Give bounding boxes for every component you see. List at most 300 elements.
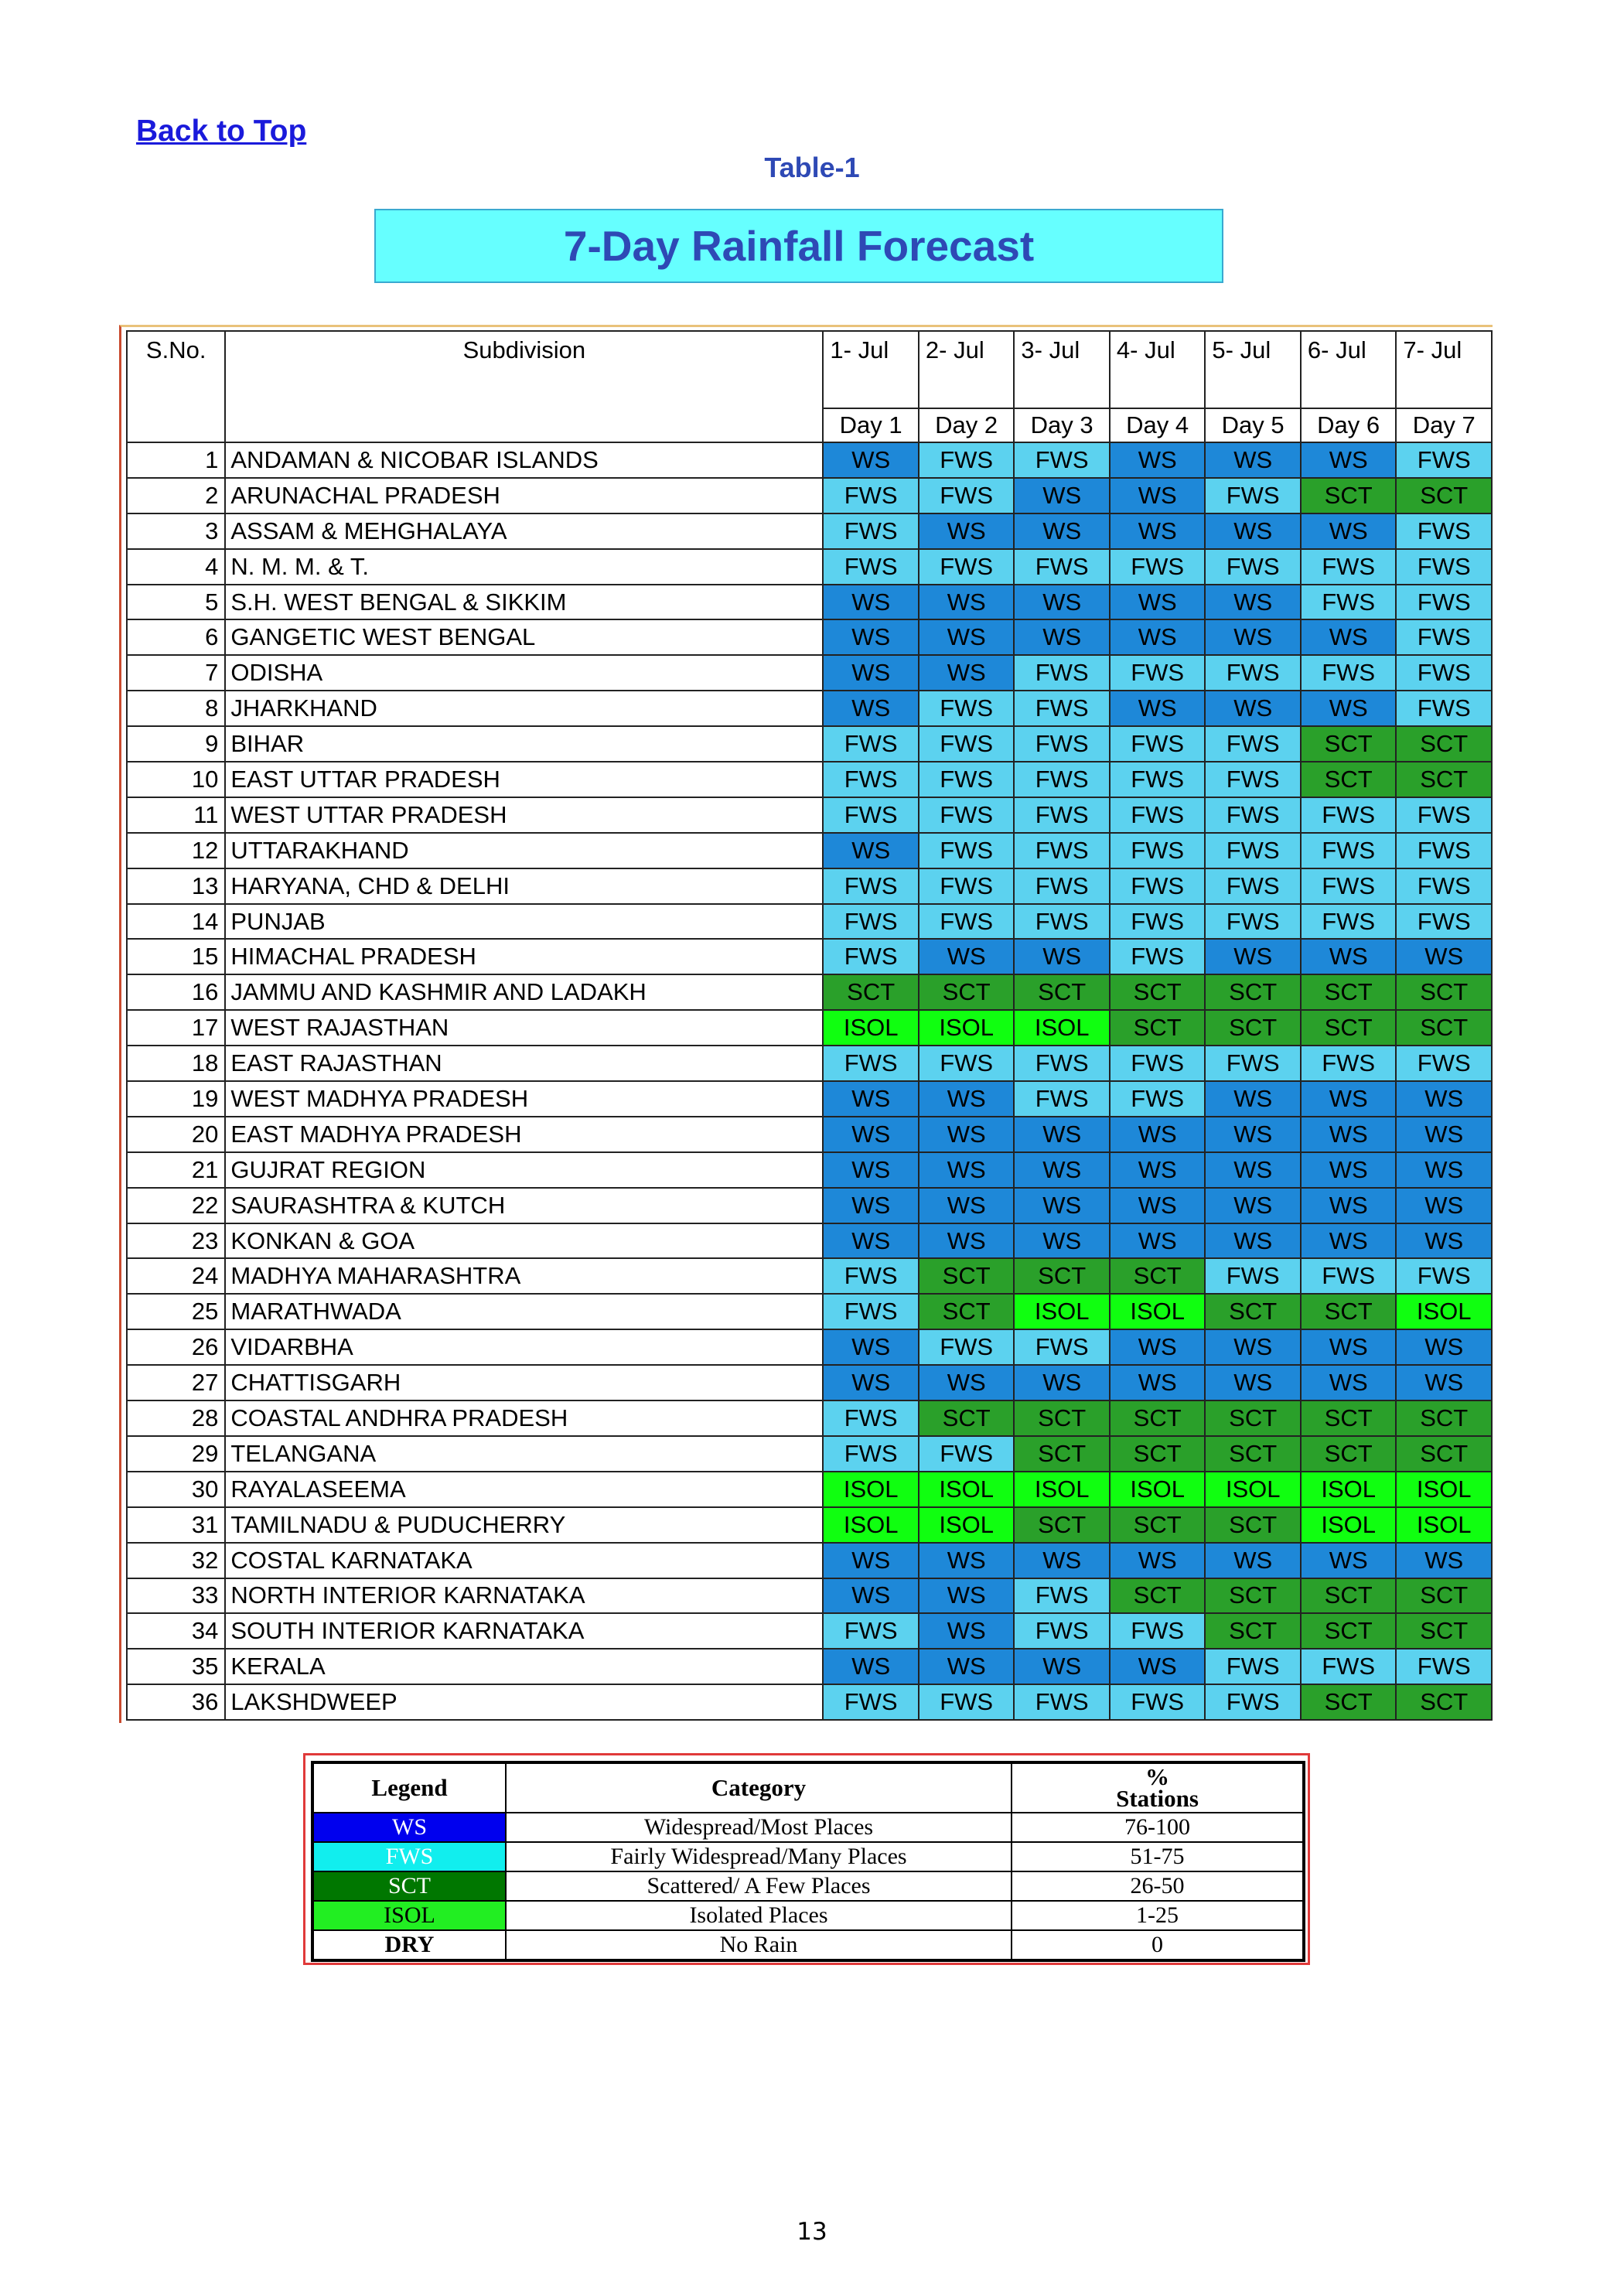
table-row: [127, 1578, 1492, 1614]
row-sno: 9: [127, 726, 225, 762]
forecast-cell: WS: [823, 1223, 919, 1259]
forecast-cell: ISOL: [1205, 1472, 1301, 1507]
forecast-cell: WS: [919, 619, 1015, 655]
row-subdivision: WEST RAJASTHAN: [225, 1010, 823, 1046]
table-row: [127, 868, 1492, 904]
forecast-cell: WS: [1014, 478, 1110, 513]
forecast-cell: WS: [823, 442, 919, 478]
forecast-cell: WS: [919, 1543, 1015, 1578]
forecast-cell: WS: [919, 1223, 1015, 1259]
forecast-cell: FWS: [1396, 1258, 1492, 1294]
forecast-cell: WS: [1301, 1117, 1397, 1152]
forecast-cell: ISOL: [1396, 1472, 1492, 1507]
forecast-cell: SCT: [1396, 726, 1492, 762]
forecast-cell: SCT: [919, 1294, 1015, 1329]
forecast-cell: SCT: [1301, 478, 1397, 513]
forecast-cell: WS: [1205, 1152, 1301, 1188]
forecast-cell: SCT: [1301, 762, 1397, 797]
forecast-cell: ISOL: [1110, 1472, 1206, 1507]
forecast-cell: FWS: [919, 442, 1015, 478]
forecast-cell: FWS: [1014, 726, 1110, 762]
row-subdivision: KERALA: [225, 1649, 823, 1684]
row-sno: 8: [127, 691, 225, 726]
forecast-cell: WS: [1110, 585, 1206, 620]
forecast-cell: WS: [1014, 1543, 1110, 1578]
legend-body: [312, 1813, 1304, 1960]
legend-range: 76-100: [1012, 1813, 1304, 1842]
legend-row: [312, 1842, 1304, 1871]
row-subdivision: ARUNACHAL PRADESH: [225, 478, 823, 513]
forecast-cell: SCT: [1014, 974, 1110, 1010]
row-subdivision: LAKSHDWEEP: [225, 1684, 823, 1720]
forecast-cell: FWS: [1110, 868, 1206, 904]
forecast-cell: WS: [919, 513, 1015, 549]
forecast-cell: WS: [1205, 1117, 1301, 1152]
forecast-cell: WS: [823, 1578, 919, 1614]
forecast-cell: SCT: [1396, 1684, 1492, 1720]
row-sno: 25: [127, 1294, 225, 1329]
row-subdivision: S.H. WEST BENGAL & SIKKIM: [225, 585, 823, 620]
forecast-cell: FWS: [823, 762, 919, 797]
forecast-cell: FWS: [823, 1046, 919, 1081]
forecast-cell: FWS: [1110, 904, 1206, 940]
forecast-cell: FWS: [1205, 762, 1301, 797]
table-row: [127, 549, 1492, 585]
forecast-cell: WS: [1205, 939, 1301, 974]
forecast-cell: FWS: [1205, 904, 1301, 940]
forecast-cell: SCT: [1205, 1400, 1301, 1436]
forecast-cell: FWS: [919, 868, 1015, 904]
forecast-cell: FWS: [1301, 904, 1397, 940]
forecast-cell: WS: [1110, 1649, 1206, 1684]
forecast-cell: FWS: [1014, 762, 1110, 797]
forecast-cell: FWS: [823, 1258, 919, 1294]
forecast-cell: WS: [1014, 1188, 1110, 1223]
subdivision-header: Subdivision: [225, 331, 823, 442]
forecast-cell: SCT: [1396, 1400, 1492, 1436]
forecast-cell: WS: [1110, 619, 1206, 655]
table-row: [127, 1046, 1492, 1081]
forecast-cell: WS: [1205, 619, 1301, 655]
forecast-cell: FWS: [1301, 868, 1397, 904]
row-subdivision: WEST UTTAR PRADESH: [225, 797, 823, 833]
row-sno: 11: [127, 797, 225, 833]
forecast-cell: FWS: [919, 797, 1015, 833]
forecast-cell: SCT: [1110, 974, 1206, 1010]
table-row: [127, 1365, 1492, 1400]
table-row: [127, 619, 1492, 655]
forecast-cell: SCT: [1205, 1613, 1301, 1649]
forecast-cell: SCT: [919, 974, 1015, 1010]
forecast-cell: ISOL: [919, 1507, 1015, 1543]
forecast-cell: WS: [1396, 1365, 1492, 1400]
forecast-cell: FWS: [1205, 726, 1301, 762]
table-row: [127, 939, 1492, 974]
forecast-cell: WS: [1014, 1365, 1110, 1400]
forecast-cell: FWS: [1110, 1684, 1206, 1720]
forecast-cell: FWS: [1110, 939, 1206, 974]
forecast-cell: WS: [1396, 1329, 1492, 1365]
table-row: [127, 1152, 1492, 1188]
row-sno: 29: [127, 1436, 225, 1472]
forecast-cell: WS: [1301, 1081, 1397, 1117]
forecast-cell: FWS: [823, 549, 919, 585]
legend-row: [312, 1871, 1304, 1901]
row-sno: 36: [127, 1684, 225, 1720]
forecast-cell: ISOL: [1301, 1507, 1397, 1543]
forecast-cell: WS: [823, 1081, 919, 1117]
legend-range: 26-50: [1012, 1871, 1304, 1901]
row-subdivision: VIDARBHA: [225, 1329, 823, 1365]
forecast-cell: FWS: [1014, 833, 1110, 868]
row-subdivision: RAYALASEEMA: [225, 1472, 823, 1507]
back-to-top-link[interactable]: Back to Top: [136, 114, 307, 148]
forecast-cell: FWS: [919, 1436, 1015, 1472]
table-row: [127, 1117, 1492, 1152]
row-sno: 5: [127, 585, 225, 620]
forecast-cell: WS: [823, 1329, 919, 1365]
forecast-cell: SCT: [823, 974, 919, 1010]
row-sno: 31: [127, 1507, 225, 1543]
forecast-cell: SCT: [1110, 1507, 1206, 1543]
row-sno: 35: [127, 1649, 225, 1684]
legend-code: ISOL: [312, 1901, 506, 1930]
forecast-cell: SCT: [1301, 1578, 1397, 1614]
forecast-cell: FWS: [1110, 1046, 1206, 1081]
forecast-cell: WS: [919, 1578, 1015, 1614]
table-row: [127, 478, 1492, 513]
table-row: [127, 974, 1492, 1010]
forecast-cell: FWS: [1014, 1613, 1110, 1649]
forecast-cell: FWS: [823, 1400, 919, 1436]
forecast-cell: FWS: [919, 1329, 1015, 1365]
row-sno: 13: [127, 868, 225, 904]
legend-category: Isolated Places: [506, 1901, 1012, 1930]
forecast-cell: WS: [1396, 1223, 1492, 1259]
forecast-cell: WS: [1205, 1223, 1301, 1259]
forecast-cell: WS: [1205, 513, 1301, 549]
forecast-cell: FWS: [823, 939, 919, 974]
forecast-title: 7-Day Rainfall Forecast: [374, 209, 1223, 283]
forecast-cell: FWS: [1205, 655, 1301, 691]
table-row: [127, 1081, 1492, 1117]
forecast-cell: FWS: [1301, 549, 1397, 585]
forecast-cell: FWS: [823, 1613, 919, 1649]
forecast-cell: WS: [1110, 1223, 1206, 1259]
legend-frame: [303, 1753, 1310, 1965]
legend-header-legend: Legend: [312, 1762, 506, 1813]
forecast-cell: FWS: [1301, 655, 1397, 691]
row-sno: 33: [127, 1578, 225, 1614]
legend-range: 51-75: [1012, 1842, 1304, 1871]
legend-table: [311, 1761, 1305, 1962]
forecast-cell: WS: [919, 1081, 1015, 1117]
forecast-cell: WS: [1396, 1081, 1492, 1117]
row-subdivision: NORTH INTERIOR KARNATAKA: [225, 1578, 823, 1614]
date-header: 7- Jul: [1396, 331, 1492, 408]
forecast-cell: ISOL: [919, 1472, 1015, 1507]
forecast-cell: WS: [1205, 1543, 1301, 1578]
table-caption: Table-1: [764, 152, 860, 183]
forecast-cell: SCT: [1396, 762, 1492, 797]
forecast-cell: WS: [1396, 1117, 1492, 1152]
forecast-cell: FWS: [1014, 691, 1110, 726]
row-subdivision: JHARKHAND: [225, 691, 823, 726]
forecast-cell: SCT: [1014, 1436, 1110, 1472]
forecast-cell: WS: [919, 585, 1015, 620]
legend-category: Scattered/ A Few Places: [506, 1871, 1012, 1901]
row-sno: 26: [127, 1329, 225, 1365]
forecast-cell: WS: [823, 833, 919, 868]
forecast-cell: WS: [1110, 1117, 1206, 1152]
forecast-cell: FWS: [1205, 1684, 1301, 1720]
table-row: [127, 442, 1492, 478]
row-sno: 30: [127, 1472, 225, 1507]
row-sno: 28: [127, 1400, 225, 1436]
forecast-cell: SCT: [1301, 974, 1397, 1010]
forecast-cell: WS: [1110, 1543, 1206, 1578]
forecast-cell: FWS: [1014, 904, 1110, 940]
forecast-cell: FWS: [919, 1046, 1015, 1081]
forecast-cell: WS: [1014, 1223, 1110, 1259]
date-header: 1- Jul: [823, 331, 919, 408]
forecast-cell: WS: [1301, 442, 1397, 478]
legend-row: [312, 1930, 1304, 1960]
table-row: [127, 1472, 1492, 1507]
table-row: [127, 904, 1492, 940]
forecast-cell: WS: [1205, 442, 1301, 478]
forecast-cell: WS: [919, 1649, 1015, 1684]
legend-header-stations: [1012, 1762, 1304, 1813]
row-subdivision: ANDAMAN & NICOBAR ISLANDS: [225, 442, 823, 478]
table-row: [127, 1294, 1492, 1329]
row-sno: 23: [127, 1223, 225, 1259]
forecast-cell: ISOL: [823, 1507, 919, 1543]
forecast-cell: FWS: [1396, 904, 1492, 940]
day-header: Day 7: [1396, 408, 1492, 442]
forecast-cell: WS: [1301, 1223, 1397, 1259]
forecast-cell: ISOL: [1110, 1294, 1206, 1329]
forecast-cell: FWS: [1205, 1649, 1301, 1684]
forecast-cell: WS: [919, 1188, 1015, 1223]
table-row: [127, 691, 1492, 726]
forecast-cell: FWS: [823, 868, 919, 904]
forecast-cell: FWS: [823, 1436, 919, 1472]
forecast-cell: WS: [1301, 513, 1397, 549]
legend-header-pct: %: [1145, 1763, 1169, 1790]
table-row: [127, 1258, 1492, 1294]
forecast-cell: SCT: [1205, 1010, 1301, 1046]
row-sno: 1: [127, 442, 225, 478]
forecast-cell: FWS: [1014, 549, 1110, 585]
forecast-cell: SCT: [1110, 1436, 1206, 1472]
forecast-cell: SCT: [919, 1400, 1015, 1436]
forecast-cell: WS: [823, 585, 919, 620]
row-sno: 15: [127, 939, 225, 974]
forecast-cell: FWS: [919, 833, 1015, 868]
day-header: Day 1: [823, 408, 919, 442]
forecast-cell: FWS: [1014, 442, 1110, 478]
forecast-cell: FWS: [1014, 1046, 1110, 1081]
forecast-cell: FWS: [1014, 1684, 1110, 1720]
table-row: [127, 513, 1492, 549]
forecast-cell: WS: [1110, 1365, 1206, 1400]
forecast-cell: SCT: [1301, 1436, 1397, 1472]
forecast-cell: WS: [1396, 1152, 1492, 1188]
legend-code: DRY: [312, 1930, 506, 1960]
forecast-cell: WS: [1014, 585, 1110, 620]
forecast-cell: WS: [823, 1649, 919, 1684]
row-sno: 6: [127, 619, 225, 655]
legend-category: No Rain: [506, 1930, 1012, 1960]
forecast-cell: WS: [1110, 513, 1206, 549]
forecast-cell: FWS: [1110, 833, 1206, 868]
forecast-cell: WS: [1301, 1152, 1397, 1188]
day-header: Day 5: [1205, 408, 1301, 442]
forecast-cell: FWS: [1396, 655, 1492, 691]
forecast-cell: SCT: [1110, 1578, 1206, 1614]
forecast-cell: SCT: [1396, 1578, 1492, 1614]
table-row: [127, 762, 1492, 797]
table-row: [127, 585, 1492, 620]
forecast-cell: WS: [1396, 1188, 1492, 1223]
table-row: [127, 726, 1492, 762]
row-sno: 34: [127, 1613, 225, 1649]
forecast-cell: FWS: [1396, 1046, 1492, 1081]
row-sno: 7: [127, 655, 225, 691]
date-header: 2- Jul: [919, 331, 1015, 408]
forecast-cell: WS: [1301, 1543, 1397, 1578]
row-subdivision: SOUTH INTERIOR KARNATAKA: [225, 1613, 823, 1649]
forecast-cell: WS: [1301, 1365, 1397, 1400]
day-header: Day 3: [1014, 408, 1110, 442]
forecast-cell: FWS: [1301, 1258, 1397, 1294]
forecast-cell: FWS: [1396, 1649, 1492, 1684]
row-sno: 14: [127, 904, 225, 940]
forecast-cell: SCT: [1301, 1010, 1397, 1046]
forecast-cell: SCT: [1205, 974, 1301, 1010]
row-subdivision: N. M. M. & T.: [225, 549, 823, 585]
forecast-cell: FWS: [919, 726, 1015, 762]
forecast-cell: ISOL: [823, 1472, 919, 1507]
forecast-cell: SCT: [1205, 1578, 1301, 1614]
forecast-cell: FWS: [1014, 1578, 1110, 1614]
legend-header-stations-label: Stations: [1116, 1785, 1199, 1812]
table-row: [127, 1613, 1492, 1649]
forecast-cell: WS: [1301, 939, 1397, 974]
forecast-cell: FWS: [919, 904, 1015, 940]
legend-code: WS: [312, 1813, 506, 1842]
legend-code: FWS: [312, 1842, 506, 1871]
legend-header-row: [312, 1762, 1304, 1813]
row-subdivision: EAST MADHYA PRADESH: [225, 1117, 823, 1152]
forecast-cell: WS: [1014, 1649, 1110, 1684]
forecast-cell: SCT: [1396, 974, 1492, 1010]
row-subdivision: BIHAR: [225, 726, 823, 762]
row-subdivision: TAMILNADU & PUDUCHERRY: [225, 1507, 823, 1543]
forecast-cell: WS: [1110, 478, 1206, 513]
forecast-cell: FWS: [1396, 549, 1492, 585]
forecast-cell: WS: [1396, 1543, 1492, 1578]
forecast-cell: SCT: [919, 1258, 1015, 1294]
table-row: [127, 833, 1492, 868]
sno-header: S.No.: [127, 331, 225, 442]
page-number: 13: [797, 2218, 827, 2246]
forecast-cell: WS: [823, 1365, 919, 1400]
forecast-cell: WS: [919, 1117, 1015, 1152]
forecast-cell: FWS: [1396, 797, 1492, 833]
forecast-cell: WS: [1110, 1329, 1206, 1365]
forecast-cell: WS: [919, 1152, 1015, 1188]
forecast-cell: FWS: [1301, 797, 1397, 833]
forecast-cell: SCT: [1301, 1400, 1397, 1436]
forecast-cell: ISOL: [1014, 1294, 1110, 1329]
forecast-cell: SCT: [1205, 1436, 1301, 1472]
forecast-cell: SCT: [1110, 1010, 1206, 1046]
forecast-cell: FWS: [1396, 442, 1492, 478]
forecast-table-body: [127, 442, 1492, 1720]
row-subdivision: ODISHA: [225, 655, 823, 691]
forecast-cell: WS: [823, 1543, 919, 1578]
forecast-cell: SCT: [1301, 726, 1397, 762]
forecast-cell: FWS: [1396, 833, 1492, 868]
table-row: [127, 1223, 1492, 1259]
forecast-cell: FWS: [1110, 1613, 1206, 1649]
row-subdivision: GUJRAT REGION: [225, 1152, 823, 1188]
forecast-cell: FWS: [1396, 513, 1492, 549]
forecast-cell: SCT: [1110, 1400, 1206, 1436]
forecast-cell: FWS: [1301, 585, 1397, 620]
forecast-cell: WS: [1396, 939, 1492, 974]
forecast-cell: FWS: [1396, 868, 1492, 904]
forecast-cell: SCT: [1014, 1258, 1110, 1294]
day-header: Day 2: [919, 408, 1015, 442]
forecast-cell: WS: [823, 1188, 919, 1223]
forecast-cell: FWS: [1014, 1081, 1110, 1117]
forecast-cell: FWS: [919, 549, 1015, 585]
forecast-cell: FWS: [1396, 619, 1492, 655]
forecast-cell: FWS: [1014, 868, 1110, 904]
row-sno: 18: [127, 1046, 225, 1081]
row-sno: 3: [127, 513, 225, 549]
forecast-cell: FWS: [1110, 797, 1206, 833]
row-subdivision: MARATHWADA: [225, 1294, 823, 1329]
row-sno: 20: [127, 1117, 225, 1152]
forecast-cell: FWS: [1014, 655, 1110, 691]
row-sno: 19: [127, 1081, 225, 1117]
forecast-cell: WS: [1014, 1117, 1110, 1152]
legend-row: [312, 1901, 1304, 1930]
forecast-cell: SCT: [1301, 1294, 1397, 1329]
forecast-cell: FWS: [1396, 585, 1492, 620]
row-subdivision: HARYANA, CHD & DELHI: [225, 868, 823, 904]
forecast-cell: FWS: [1301, 1649, 1397, 1684]
forecast-cell: ISOL: [1014, 1010, 1110, 1046]
forecast-cell: FWS: [823, 797, 919, 833]
forecast-cell: WS: [1205, 1188, 1301, 1223]
forecast-cell: ISOL: [1014, 1472, 1110, 1507]
table-row: [127, 1010, 1492, 1046]
forecast-cell: SCT: [1301, 1684, 1397, 1720]
row-sno: 27: [127, 1365, 225, 1400]
forecast-cell: FWS: [919, 691, 1015, 726]
forecast-cell: WS: [1014, 1152, 1110, 1188]
forecast-cell: FWS: [1205, 478, 1301, 513]
forecast-cell: WS: [1110, 1188, 1206, 1223]
forecast-cell: SCT: [1110, 1258, 1206, 1294]
legend-range: 0: [1012, 1930, 1304, 1960]
row-sno: 24: [127, 1258, 225, 1294]
